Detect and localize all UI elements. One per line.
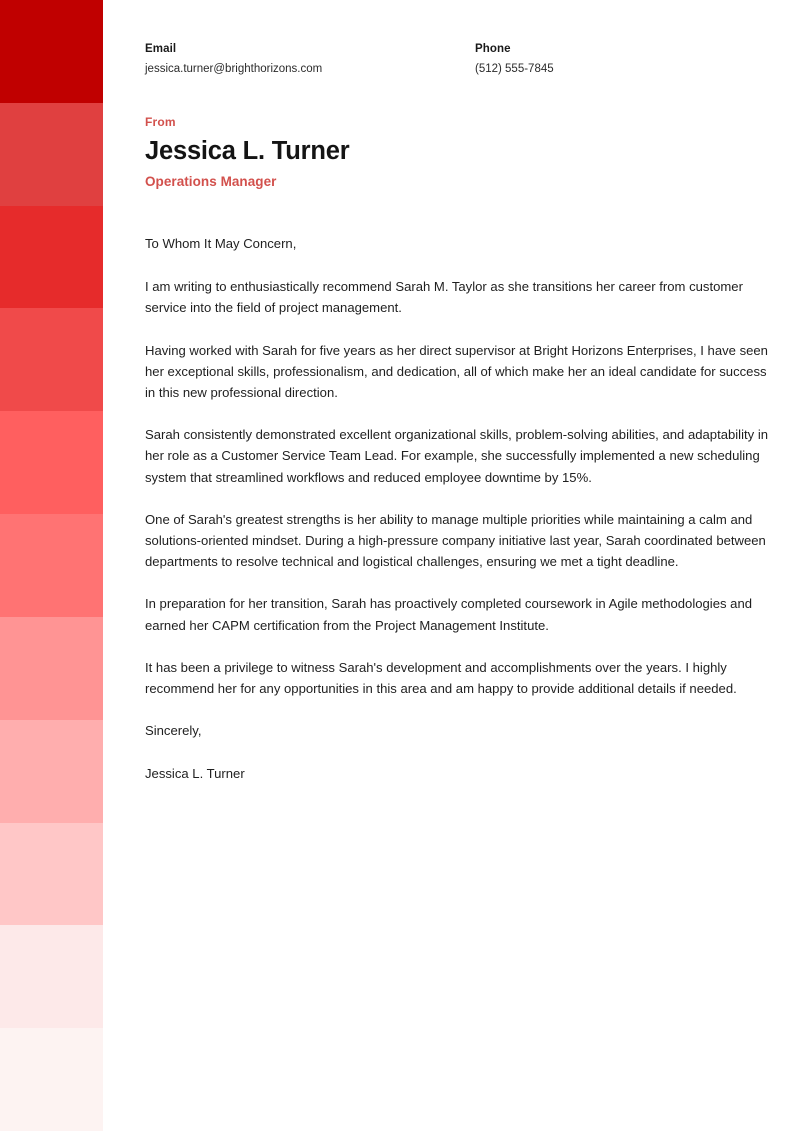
color-band-4 — [0, 308, 103, 411]
color-band-6 — [0, 514, 103, 617]
color-band-11 — [0, 1028, 103, 1131]
sender-identity — [103, 79, 800, 189]
phone-label: Phone — [475, 43, 511, 55]
color-band-5 — [0, 411, 103, 514]
body-paragraph: It has been a privilege to witness Sarah's development and accomplishments over the years. I highly recommend her for any opportunities in this area and am happy to provide additional details if needed. — [145, 659, 737, 697]
body-paragraph: In preparation for her transition, Sarah has proactively completed coursework in Agile methodologies and earned her CAPM certification from the Project Management Institute. — [145, 596, 753, 633]
body-paragraph: Sarah consistently demonstrated excellent organizational skills, problem-solving abilities, and adaptability in her role as a Customer Service Team Lead. For example, she successfully implemented a new scheduling system that streamlined workflows and reduced employee downtime by 15%. — [145, 427, 769, 485]
letter-body — [103, 189, 800, 785]
body-paragraph: Having worked with Sarah for five years as her direct supervisor at Bright Horizons Enterprises, I have seen her exceptional skills, professionalism, and dedication, all of which make her an ideal candidate for success in this new professional direction. — [145, 342, 768, 400]
color-band-9 — [0, 823, 103, 926]
color-band-3 — [0, 206, 103, 309]
body-paragraph: One of Sarah's greatest strengths is her ability to manage multiple priorities while maintaining a calm and solutions-oriented mindset. During a high-pressure company initiative last year, Sarah coordinated between departments to resolve technical and logistical challenges, ensuring we met a tight deadline. — [145, 511, 766, 570]
phone-value: (512) 555-7845 — [475, 62, 554, 75]
closing: Sincerely, — [145, 723, 202, 739]
email-label: Email — [145, 43, 177, 55]
color-band-2 — [0, 103, 103, 206]
contact-email — [145, 41, 475, 79]
salutation: To Whom It May Concern, — [145, 235, 297, 251]
contact-header — [103, 0, 800, 79]
color-band-8 — [0, 720, 103, 823]
color-band-1 — [0, 0, 103, 103]
signature: Jessica L. Turner — [145, 766, 245, 782]
contact-phone — [475, 41, 554, 79]
email-value: jessica.turner@brighthorizons.com — [145, 62, 323, 75]
letter-content — [103, 0, 800, 1131]
from-label: From — [145, 114, 176, 129]
sender-name: Jessica L. Turner — [145, 136, 350, 165]
color-band-strip — [0, 0, 103, 1131]
color-band-7 — [0, 617, 103, 720]
color-band-10 — [0, 925, 103, 1028]
body-paragraph: I am writing to enthusiastically recommend Sarah M. Taylor as she transitions her career from customer service into the field of project management. — [145, 279, 743, 316]
sender-title: Operations Manager — [145, 173, 277, 189]
